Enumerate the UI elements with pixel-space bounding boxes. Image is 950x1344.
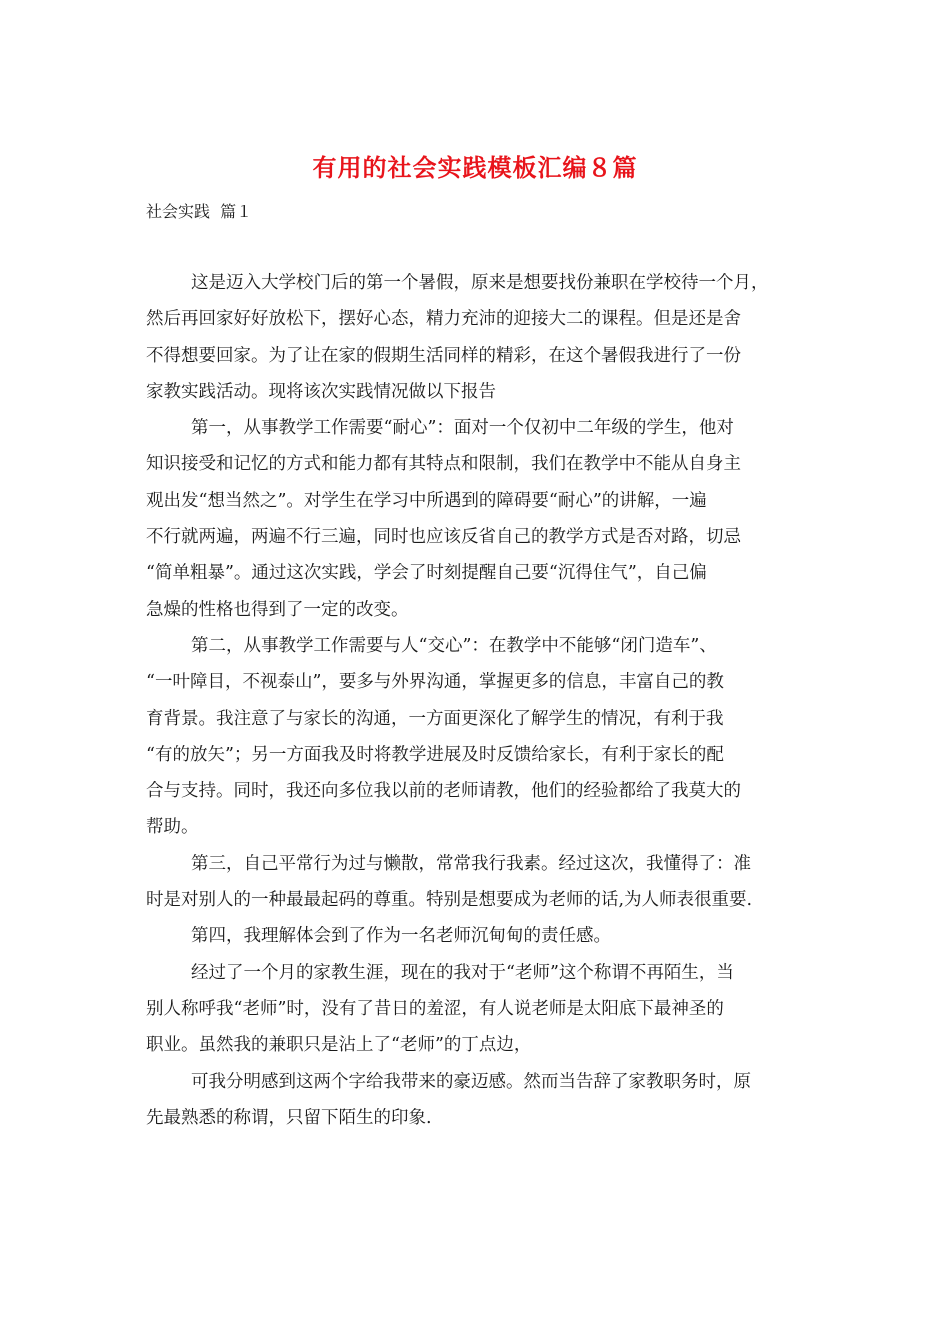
body-line: 育背景。我注意了与家长的沟通，一方面更深化了解学生的情况，有利于我	[146, 708, 724, 729]
body-line: 经过了一个月的家教生涯，现在的我对于“老师”这个称谓不再陌生，当	[191, 962, 734, 983]
body-line: 可我分明感到这两个字给我带来的豪迈感。然而当告辞了家教职务时，原	[191, 1071, 751, 1092]
body-line: 第四，我理解体会到了作为一名老师沉甸甸的责任感。	[191, 926, 611, 947]
body-line: “有的放矢”；另一方面我及时将教学进展及时反馈给家长，有利于家长的配	[146, 744, 724, 765]
body-line: 不行就两遍，两遍不行三遍，同时也应该反省自己的教学方式是否对路，切忌	[146, 527, 741, 548]
body-line: 这是迈入大学校门后的第一个暑假，原来是想要找份兼职在学校待一个月，	[191, 273, 769, 293]
body-line: 急燥的性格也得到了一定的改变。	[146, 599, 409, 620]
section-label: 社会实践 篇１	[146, 202, 253, 221]
body-line: 职业。虽然我的兼职只是沾上了“老师”的丁点边，	[146, 1035, 532, 1056]
body-line: 先最熟悉的称谓，只留下陌生的印象.	[146, 1107, 432, 1128]
body-line: 时是对别人的一种最最起码的尊重。特别是想要成为老师的话,为人师表很重要.	[146, 890, 753, 911]
body-line: 不得想要回家。为了让在家的假期生活同样的精彩，在这个暑假我进行了一份	[146, 345, 741, 366]
body-line: 观出发“想当然之”。对学生在学习中所遇到的障碍要“耐心”的讲解，一遍	[146, 490, 707, 511]
body-line: 帮助。	[146, 817, 199, 838]
document-title: 有用的社会实践模板汇编８篇	[312, 153, 638, 182]
body-line: 第三，自己平常行为过与懒散，常常我行我素。经过这次，我懂得了：准	[191, 853, 751, 874]
body-line: 第二，从事教学工作需要与人“交心”：在教学中不能够“闭门造车”、	[191, 635, 717, 656]
body-line: 别人称呼我“老师”时，没有了昔日的羞涩，有人说老师是太阳底下最神圣的	[146, 998, 724, 1019]
body-line: 知识接受和记忆的方式和能力都有其特点和限制，我们在教学中不能从自身主	[146, 454, 741, 475]
body-line: 第一，从事教学工作需要“耐心”：面对一个仅初中二年级的学生，他对	[191, 418, 734, 439]
body-line: 合与支持。同时，我还向多位我以前的老师请教，他们的经验都给了我莫大的	[146, 781, 741, 802]
document-body	[146, 265, 808, 1136]
body-line: 然后再回家好好放松下，摆好心态，精力充沛的迎接大二的课程。但是还是舍	[146, 309, 741, 330]
body-line: “简单粗暴”。通过这次实践，学会了时刻提醒自己要“沉得住气”，自己偏	[146, 563, 707, 584]
body-line: “一叶障目，不视泰山”，要多与外界沟通，掌握更多的信息，丰富自己的教	[146, 672, 724, 693]
body-line: 家教实践活动。现将该次实践情况做以下报告	[146, 381, 496, 402]
